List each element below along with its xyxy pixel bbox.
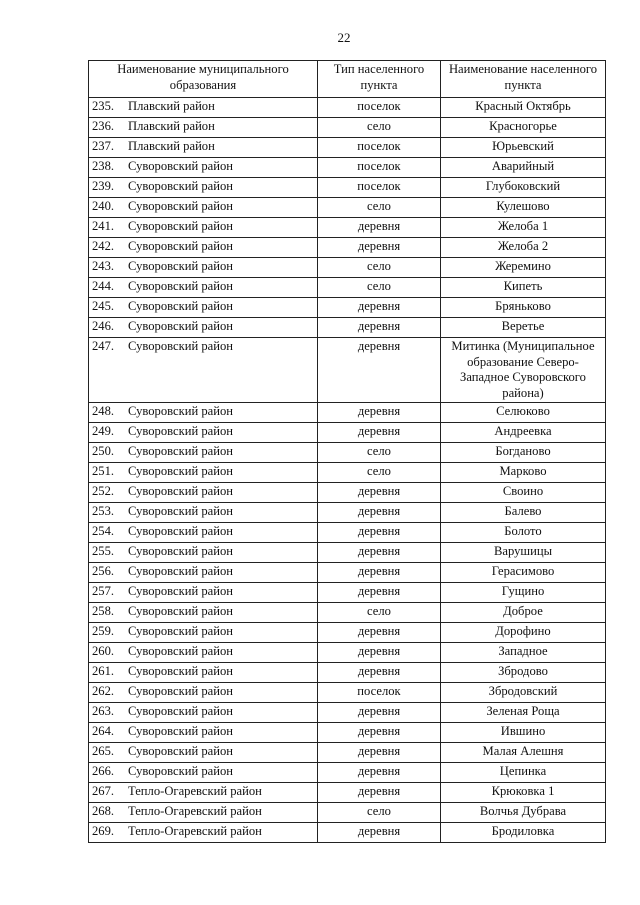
cell-settlement-name: Западное <box>441 643 606 663</box>
row-number: 249. <box>92 424 115 438</box>
row-number: 246. <box>92 319 115 333</box>
cell-municipality <box>89 643 318 663</box>
cell-settlement-type: село <box>318 198 441 218</box>
row-number: 252. <box>92 484 115 498</box>
district-name: Суворовский район <box>128 544 234 558</box>
table-row <box>89 118 606 138</box>
cell-settlement-name: Болото <box>441 523 606 543</box>
row-number: 263. <box>92 704 115 718</box>
table-row <box>89 423 606 443</box>
row-number: 239. <box>92 179 115 193</box>
cell-settlement-name: Своино <box>441 483 606 503</box>
district-name: Суворовский район <box>128 524 234 538</box>
cell-settlement-name: Кулешово <box>441 198 606 218</box>
cell-municipality <box>89 278 318 298</box>
cell-settlement-name: Герасимово <box>441 563 606 583</box>
row-number: 259. <box>92 624 115 638</box>
cell-settlement-name: Зеленая Роща <box>441 703 606 723</box>
district-name: Суворовский район <box>128 259 234 273</box>
table-body <box>89 98 606 843</box>
cell-settlement-type: деревня <box>318 423 441 443</box>
row-number: 269. <box>92 824 115 838</box>
cell-settlement-name: Збродовский <box>441 683 606 703</box>
district-name: Суворовский район <box>128 764 234 778</box>
row-number: 257. <box>92 584 115 598</box>
district-name: Плавский район <box>128 119 215 133</box>
cell-settlement-name: Митинка (Муниципальное образование Северо-Западное Суворовского района) <box>441 338 606 403</box>
row-number: 241. <box>92 219 115 233</box>
cell-settlement-name: Гущино <box>441 583 606 603</box>
cell-settlement-type: поселок <box>318 158 441 178</box>
cell-settlement-name: Бряньково <box>441 298 606 318</box>
cell-settlement-type: деревня <box>318 503 441 523</box>
district-name: Суворовский район <box>128 319 234 333</box>
table-row <box>89 178 606 198</box>
district-name: Суворовский район <box>128 464 234 478</box>
cell-municipality <box>89 98 318 118</box>
table-row <box>89 298 606 318</box>
cell-settlement-name: Красногорье <box>441 118 606 138</box>
district-name: Суворовский район <box>128 484 234 498</box>
table-row <box>89 258 606 278</box>
district-name: Суворовский район <box>128 404 234 418</box>
cell-municipality <box>89 178 318 198</box>
table-row <box>89 703 606 723</box>
cell-settlement-type: деревня <box>318 338 441 403</box>
settlements-table <box>88 60 606 843</box>
district-name: Суворовский район <box>128 199 234 213</box>
table-row <box>89 563 606 583</box>
cell-municipality <box>89 763 318 783</box>
district-name: Суворовский район <box>128 444 234 458</box>
table-row <box>89 663 606 683</box>
table-row <box>89 218 606 238</box>
cell-settlement-name: Аварийный <box>441 158 606 178</box>
district-name: Суворовский район <box>128 564 234 578</box>
table-row <box>89 318 606 338</box>
cell-municipality <box>89 238 318 258</box>
cell-settlement-type: поселок <box>318 178 441 198</box>
table-row <box>89 158 606 178</box>
district-name: Суворовский район <box>128 624 234 638</box>
district-name: Суворовский район <box>128 744 234 758</box>
cell-municipality <box>89 503 318 523</box>
cell-settlement-type: деревня <box>318 643 441 663</box>
cell-settlement-name: Жеремино <box>441 258 606 278</box>
table-row <box>89 238 606 258</box>
row-number: 254. <box>92 524 115 538</box>
table-row <box>89 603 606 623</box>
cell-settlement-name: Веретье <box>441 318 606 338</box>
row-number: 265. <box>92 744 115 758</box>
cell-municipality <box>89 443 318 463</box>
row-number: 242. <box>92 239 115 253</box>
cell-settlement-type: деревня <box>318 523 441 543</box>
cell-settlement-type: деревня <box>318 318 441 338</box>
table-row <box>89 463 606 483</box>
table-header-row <box>89 61 606 98</box>
cell-settlement-type: село <box>318 118 441 138</box>
cell-settlement-type: село <box>318 603 441 623</box>
district-name: Суворовский район <box>128 299 234 313</box>
header-municipality: Наименование муниципального образования <box>89 61 318 98</box>
cell-municipality <box>89 463 318 483</box>
cell-municipality <box>89 703 318 723</box>
cell-settlement-type: деревня <box>318 218 441 238</box>
table-row <box>89 623 606 643</box>
row-number: 237. <box>92 139 115 153</box>
row-number: 253. <box>92 504 115 518</box>
cell-settlement-name: Крюковка 1 <box>441 783 606 803</box>
row-number: 238. <box>92 159 115 173</box>
cell-municipality <box>89 318 318 338</box>
cell-settlement-type: деревня <box>318 723 441 743</box>
district-name: Суворовский район <box>128 424 234 438</box>
cell-municipality <box>89 623 318 643</box>
cell-settlement-name: Богданово <box>441 443 606 463</box>
cell-settlement-name: Андреевка <box>441 423 606 443</box>
district-name: Суворовский район <box>128 724 234 738</box>
cell-settlement-name: Бродиловка <box>441 823 606 843</box>
row-number: 260. <box>92 644 115 658</box>
cell-settlement-name: Малая Алешня <box>441 743 606 763</box>
district-name: Суворовский район <box>128 584 234 598</box>
cell-municipality <box>89 663 318 683</box>
district-name: Суворовский район <box>128 339 234 353</box>
cell-settlement-type: деревня <box>318 298 441 318</box>
cell-municipality <box>89 523 318 543</box>
table-row <box>89 483 606 503</box>
table-row <box>89 583 606 603</box>
table-row <box>89 743 606 763</box>
row-number: 243. <box>92 259 115 273</box>
table-row <box>89 823 606 843</box>
district-name: Суворовский район <box>128 159 234 173</box>
row-number: 235. <box>92 99 115 113</box>
cell-settlement-type: деревня <box>318 238 441 258</box>
table-row <box>89 763 606 783</box>
table-row <box>89 803 606 823</box>
cell-settlement-name: Варушицы <box>441 543 606 563</box>
cell-settlement-type: деревня <box>318 743 441 763</box>
table-row <box>89 723 606 743</box>
district-name: Тепло-Огаревский район <box>128 804 262 818</box>
cell-municipality <box>89 158 318 178</box>
table-row <box>89 543 606 563</box>
cell-municipality <box>89 683 318 703</box>
district-name: Тепло-Огаревский район <box>128 784 262 798</box>
table-row <box>89 403 606 423</box>
district-name: Суворовский район <box>128 504 234 518</box>
cell-settlement-type: деревня <box>318 663 441 683</box>
cell-settlement-name: Селюково <box>441 403 606 423</box>
cell-municipality <box>89 603 318 623</box>
table-row <box>89 198 606 218</box>
cell-settlement-name: Марково <box>441 463 606 483</box>
cell-municipality <box>89 803 318 823</box>
cell-settlement-type: деревня <box>318 543 441 563</box>
table-row <box>89 503 606 523</box>
row-number: 250. <box>92 444 115 458</box>
row-number: 244. <box>92 279 115 293</box>
cell-settlement-name: Дорофино <box>441 623 606 643</box>
row-number: 240. <box>92 199 115 213</box>
header-settlement-type: Тип населенного пункта <box>318 61 441 98</box>
cell-settlement-type: деревня <box>318 563 441 583</box>
district-name: Суворовский район <box>128 704 234 718</box>
cell-settlement-name: Ившино <box>441 723 606 743</box>
row-number: 266. <box>92 764 115 778</box>
cell-municipality <box>89 298 318 318</box>
page-number: 22 <box>337 30 351 45</box>
cell-municipality <box>89 783 318 803</box>
header-settlement-name: Наименование населенного пункта <box>441 61 606 98</box>
cell-municipality <box>89 403 318 423</box>
cell-settlement-type: деревня <box>318 783 441 803</box>
cell-settlement-type: деревня <box>318 583 441 603</box>
table-row <box>89 138 606 158</box>
cell-settlement-name: Желоба 1 <box>441 218 606 238</box>
cell-settlement-name: Желоба 2 <box>441 238 606 258</box>
row-number: 261. <box>92 664 115 678</box>
cell-settlement-name: Доброе <box>441 603 606 623</box>
district-name: Суворовский район <box>128 239 234 253</box>
cell-municipality <box>89 423 318 443</box>
cell-settlement-name: Глубоковский <box>441 178 606 198</box>
table-row <box>89 98 606 118</box>
cell-municipality <box>89 118 318 138</box>
cell-municipality <box>89 338 318 403</box>
cell-settlement-type: село <box>318 278 441 298</box>
cell-municipality <box>89 823 318 843</box>
cell-settlement-name: Кипеть <box>441 278 606 298</box>
table-row <box>89 338 606 403</box>
row-number: 267. <box>92 784 115 798</box>
cell-municipality <box>89 258 318 278</box>
cell-settlement-type: деревня <box>318 483 441 503</box>
district-name: Тепло-Огаревский район <box>128 824 262 838</box>
row-number: 251. <box>92 464 115 478</box>
district-name: Суворовский район <box>128 684 234 698</box>
table-row <box>89 683 606 703</box>
cell-settlement-name: Цепинка <box>441 763 606 783</box>
cell-settlement-name: Балево <box>441 503 606 523</box>
row-number: 245. <box>92 299 115 313</box>
cell-settlement-type: деревня <box>318 823 441 843</box>
cell-settlement-type: деревня <box>318 703 441 723</box>
row-number: 268. <box>92 804 115 818</box>
row-number: 255. <box>92 544 115 558</box>
table-row <box>89 643 606 663</box>
table-row <box>89 443 606 463</box>
row-number: 264. <box>92 724 115 738</box>
district-name: Плавский район <box>128 99 215 113</box>
cell-municipality <box>89 138 318 158</box>
cell-settlement-type: село <box>318 803 441 823</box>
district-name: Суворовский район <box>128 279 234 293</box>
cell-settlement-name: Волчья Дубрава <box>441 803 606 823</box>
district-name: Суворовский район <box>128 179 234 193</box>
row-number: 262. <box>92 684 115 698</box>
row-number: 247. <box>92 339 115 353</box>
cell-settlement-type: поселок <box>318 138 441 158</box>
cell-municipality <box>89 743 318 763</box>
cell-municipality <box>89 543 318 563</box>
district-name: Суворовский район <box>128 604 234 618</box>
row-number: 258. <box>92 604 115 618</box>
table-row <box>89 783 606 803</box>
cell-municipality <box>89 723 318 743</box>
cell-settlement-type: поселок <box>318 98 441 118</box>
cell-settlement-type: деревня <box>318 623 441 643</box>
cell-municipality <box>89 563 318 583</box>
district-name: Суворовский район <box>128 644 234 658</box>
cell-settlement-type: деревня <box>318 403 441 423</box>
district-name: Суворовский район <box>128 219 234 233</box>
cell-settlement-type: село <box>318 463 441 483</box>
row-number: 236. <box>92 119 115 133</box>
table-row <box>89 278 606 298</box>
cell-settlement-name: Красный Октябрь <box>441 98 606 118</box>
district-name: Плавский район <box>128 139 215 153</box>
cell-municipality <box>89 483 318 503</box>
cell-settlement-name: Юрьевский <box>441 138 606 158</box>
cell-settlement-type: село <box>318 258 441 278</box>
cell-municipality <box>89 218 318 238</box>
cell-settlement-type: деревня <box>318 763 441 783</box>
cell-settlement-type: село <box>318 443 441 463</box>
row-number: 248. <box>92 404 115 418</box>
cell-municipality <box>89 583 318 603</box>
district-name: Суворовский район <box>128 664 234 678</box>
cell-settlement-name: Збродово <box>441 663 606 683</box>
cell-municipality <box>89 198 318 218</box>
cell-settlement-type: поселок <box>318 683 441 703</box>
row-number: 256. <box>92 564 115 578</box>
table-row <box>89 523 606 543</box>
